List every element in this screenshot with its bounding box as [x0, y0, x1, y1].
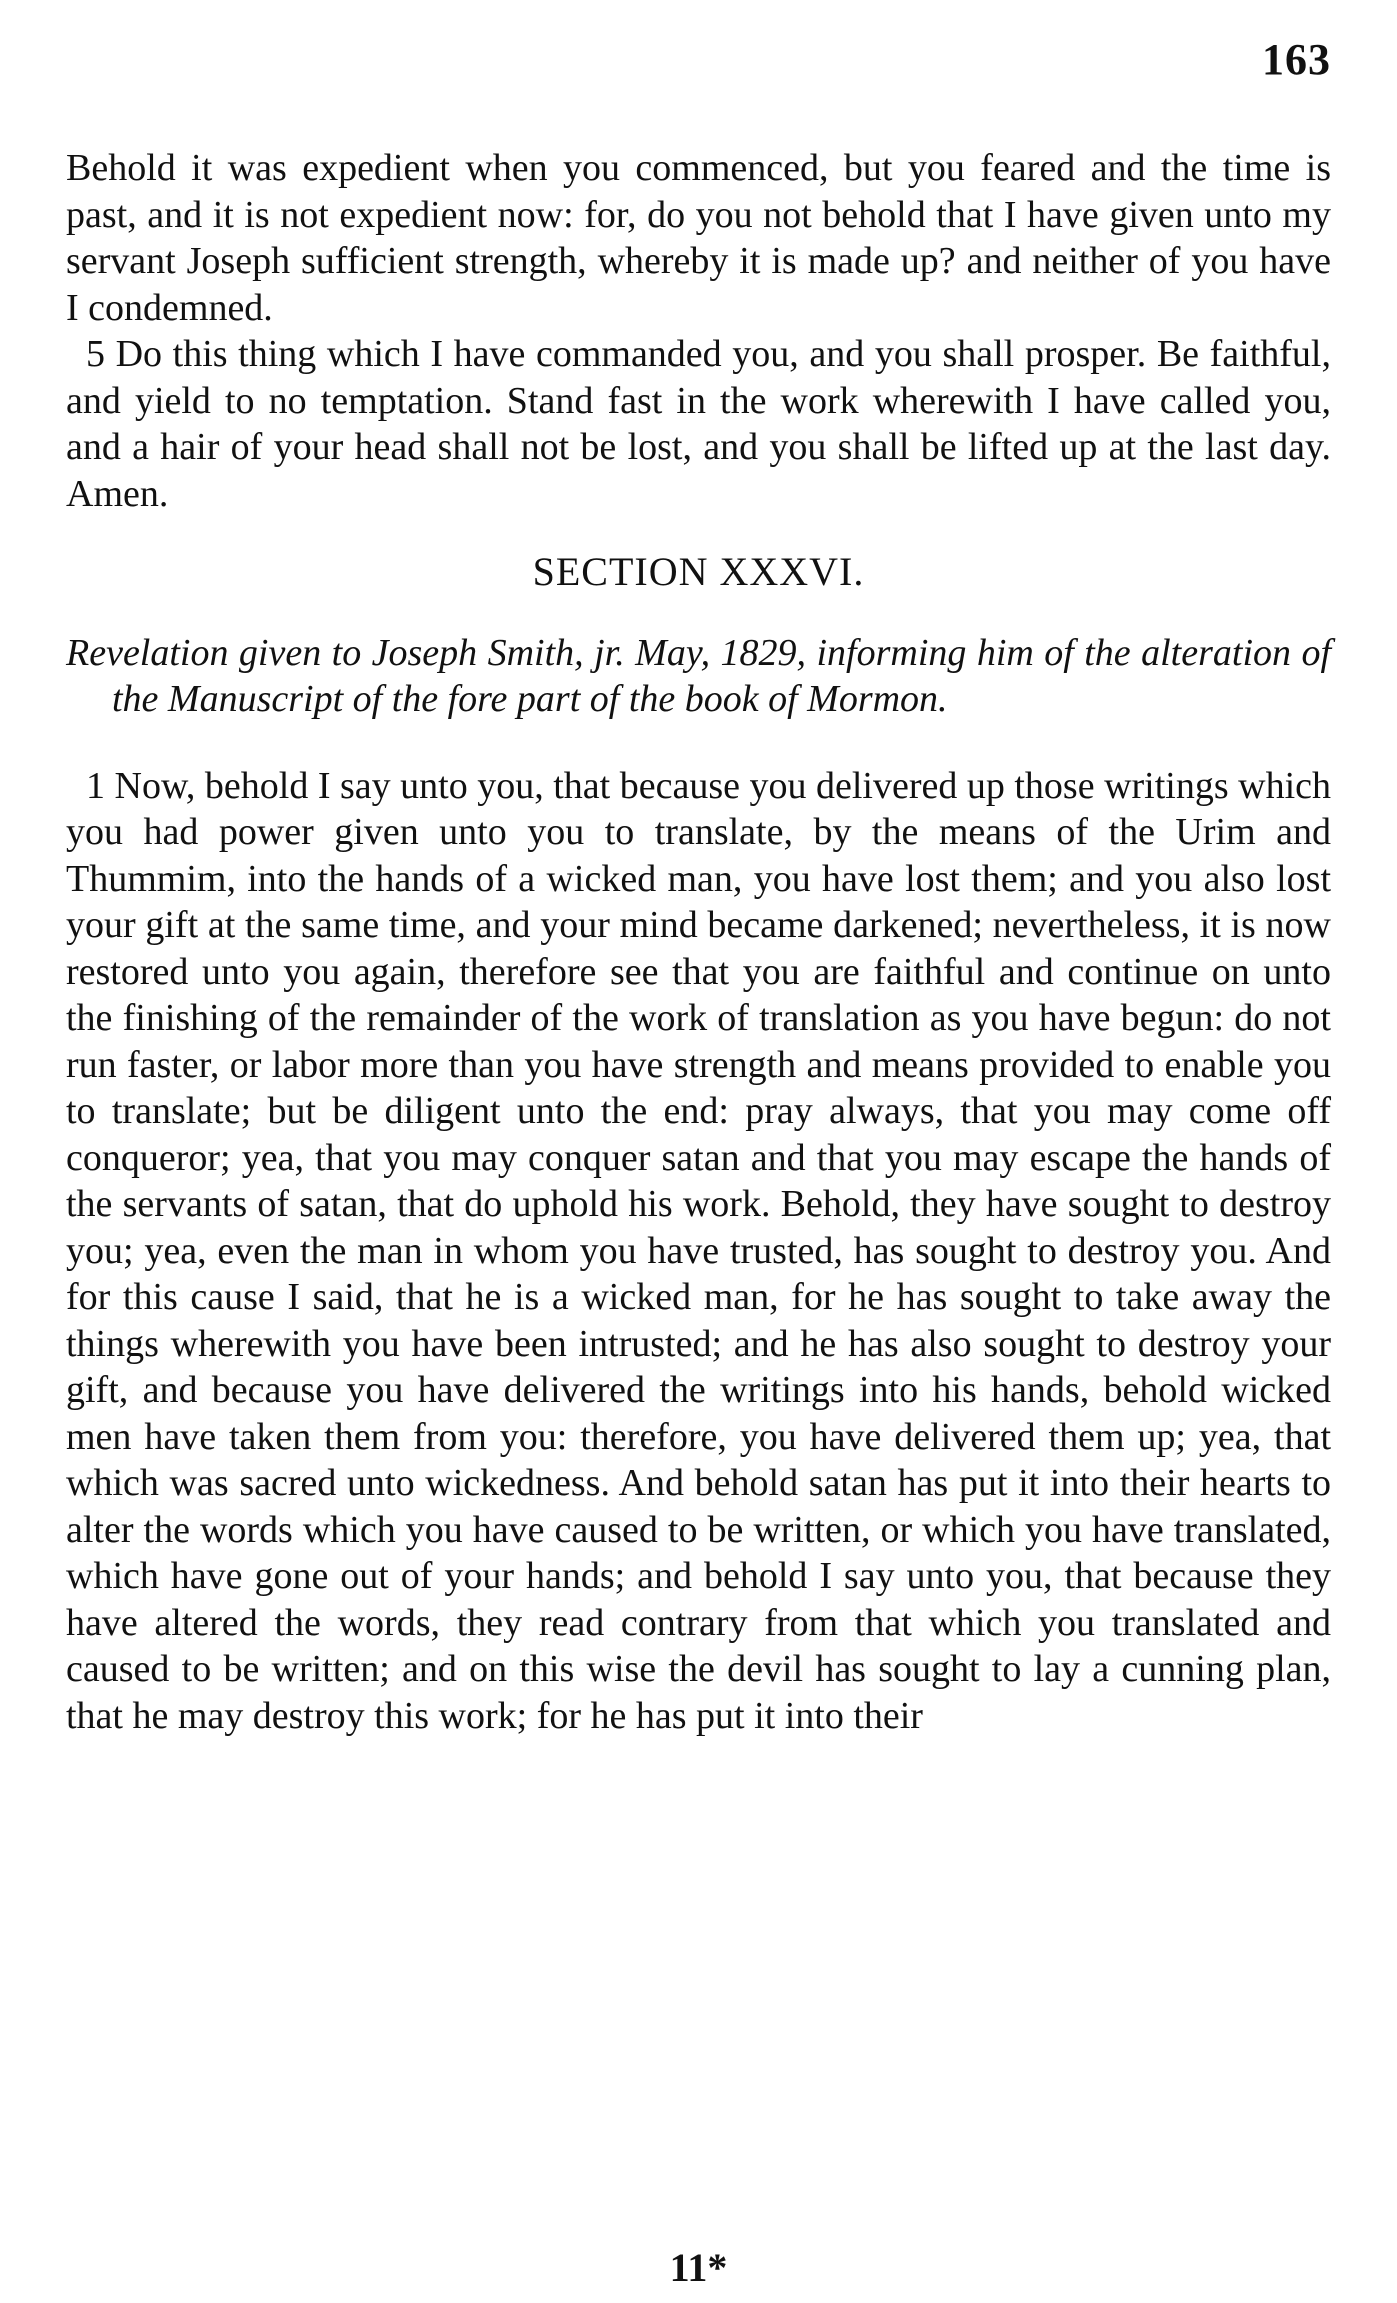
section-intro: Revelation given to Joseph Smith, jr. May, 1829, informing him of the alteration of the Manuscript of the fore part of the book of Mormon.: [66, 631, 1331, 720]
paragraph-verse-1: 1 Now, behold I say unto you, that because you delivered up those writings which you had power given unto you to translate, by the means of the Urim and Thummim, into the hands of a wicked man, you have lost them; and you also lost your gift at the same time, and your mind became darkened; nevertheless, it is now restored unto you again, therefore see that you are faithful and continue on unto the finishing of the remainder of the work of translation as you have begun: do not run faster, or labor more than you have strength and means provided to enable you to translate; but be diligent unto the end: pray always, that you may come off conqueror; yea, that you may conquer satan and that you may escape the hands of the servants of satan, that do uphold his work. Behold, they have sought to destroy you; yea, even the man in whom you have trusted, has sought to destroy you. And for this cause I said, that he is a wicked man, for he has sought to take away the things wherewith you have been intrusted; and he has also sought to destroy your gift, and because you have delivered the writings into his hands, behold wicked men have taken them from you: therefore, you have delivered them up; yea, that which was sacred unto wickedness. And behold satan has put it into their hearts to alter the words which you have caused to be written, or which you have translated, which have gone out of your hands; and behold I say unto you, that because they have altered the words, they read contrary from that which you translated and caused to be written; and on this wise the devil has sought to lay a cunning plan, that he may destroy this work; for he has put it into their: [66, 764, 1331, 1737]
page-number: 163: [1262, 35, 1331, 84]
signature-mark: 11*: [669, 2245, 728, 2290]
section-heading: SECTION XXXVI.: [532, 549, 865, 594]
paragraph-continued: Behold it was expedient when you commenced, but you feared and the time is past, and it is not expedient now: for, do you not behold that I have given unto my servant Joseph sufficient strength, whereby it is made up? and neither of you have I condemned.: [66, 147, 1331, 329]
page-text: [66, 145, 1331, 1739]
paragraph-verse-5: 5 Do this thing which I have commanded you, and you shall prosper. Be faithful, and yield to no temptation. Stand fast in the work wherewith I have called you, and a hair of your head shall not be lost, and you shall be lifted up at the last day. Amen.: [66, 333, 1331, 515]
